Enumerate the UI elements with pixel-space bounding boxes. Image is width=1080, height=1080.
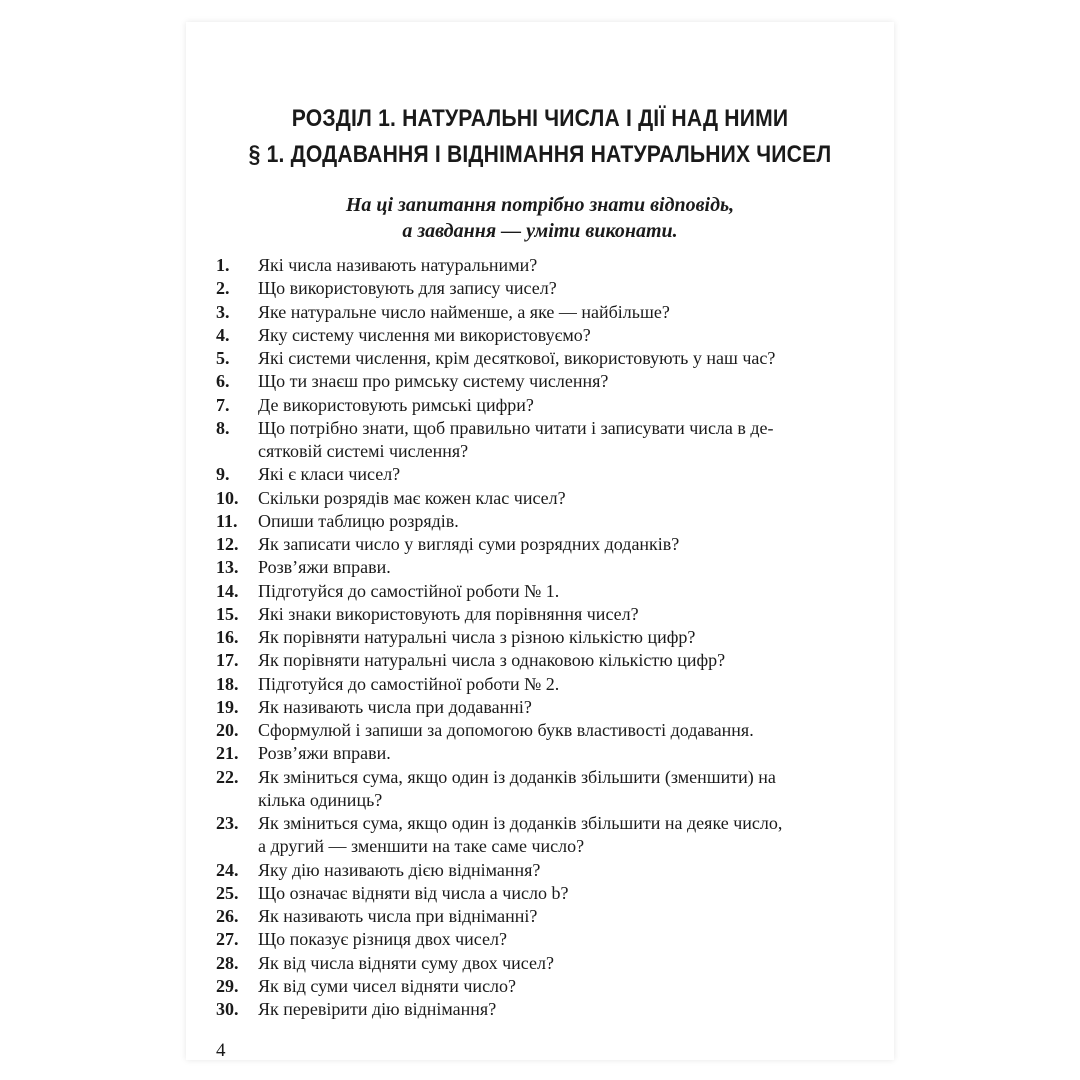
question-item [216, 324, 866, 347]
question-text-line: Що потрібно знати, щоб правильно читати і записувати числа в де- [258, 417, 774, 438]
intro-line-1: На ці запитання потрібно знати відповідь, [345, 194, 735, 216]
question-text-line: Яке натуральне число найменше, а яке — найбільше? [258, 301, 670, 322]
book-page [186, 22, 894, 1060]
question-number: 22. [216, 766, 239, 787]
question-text-line: сятковій системі числення? [258, 441, 469, 461]
question-number: 4. [216, 324, 230, 345]
question-number: 1. [216, 255, 230, 275]
question-text-line: кілька одиниць? [258, 789, 383, 810]
question-number: 24. [216, 859, 239, 880]
question-number: 10. [216, 487, 239, 508]
question-text-line: Що означає відняти від числа a число b? [258, 882, 569, 903]
question-text-line: Які знаки використовують для порівняння чисел? [258, 603, 639, 624]
question-text-line: Які числа називають натуральними? [258, 255, 538, 275]
question-number: 13. [216, 557, 239, 578]
question-number: 16. [216, 627, 239, 647]
intro-line-2: а завдання — уміти виконати. [402, 220, 678, 242]
question-number: 18. [216, 673, 239, 694]
question-text-line: Як перевірити дію віднімання? [258, 999, 497, 1019]
question-item [216, 742, 866, 765]
question-number: 30. [216, 999, 239, 1019]
question-item [216, 347, 866, 370]
question-number: 17. [216, 650, 239, 671]
question-item [216, 533, 866, 556]
question-number: 3. [216, 301, 230, 322]
question-text-line: Як називають числа при додаванні? [258, 696, 532, 717]
question-number: 5. [216, 348, 230, 368]
question-item [216, 928, 866, 951]
question-number: 8. [216, 417, 230, 438]
question-item [216, 696, 866, 719]
question-number: 15. [216, 603, 239, 624]
question-text-line: Як від числа відняти суму двох чисел? [258, 952, 554, 973]
question-number: 19. [216, 696, 239, 717]
question-item [216, 580, 866, 603]
question-item [216, 649, 866, 672]
question-text-line: Як порівняти натуральні числа з однаковою кількістю цифр? [258, 650, 726, 671]
question-item [216, 673, 866, 696]
question-item [216, 859, 866, 882]
question-text-line: Що використовують для запису чисел? [258, 278, 557, 299]
question-text-line: Підготуйся до самостійної роботи № 1. [258, 580, 560, 601]
question-item [216, 463, 866, 486]
question-text-line: Які є класи чисел? [258, 464, 401, 485]
question-text-line: Скільки розрядів має кожен клас чисел? [258, 487, 566, 508]
question-item [216, 556, 866, 579]
question-text-line: Що показує різниця двох чисел? [258, 929, 507, 950]
question-number: 21. [216, 743, 239, 764]
question-number: 12. [216, 534, 239, 554]
question-number: 11. [216, 510, 238, 531]
question-item [216, 905, 866, 928]
question-item [216, 882, 866, 905]
question-text-line: Яку дію називають дією віднімання? [258, 859, 541, 880]
question-number: 9. [216, 464, 230, 485]
question-item [216, 301, 866, 324]
question-text-line: Як порівняти натуральні числа з різною кількістю цифр? [258, 627, 696, 647]
paragraph-title: § 1. ДОДАВАННЯ І ВІДНІМАННЯ НАТУРАЛЬНИХ ЧИСЕЛ [248, 141, 832, 168]
question-text-line: Розв’яжи вправи. [258, 557, 391, 578]
question-item [216, 370, 866, 393]
question-text-line: Як зміниться сума, якщо один із доданків збільшити (зменшити) на [258, 766, 776, 787]
question-number: 29. [216, 975, 239, 996]
question-item [216, 952, 866, 975]
question-text-line: Які системи числення, крім десяткової, використовують у наш час? [258, 348, 776, 368]
question-item [216, 510, 866, 533]
question-number: 23. [216, 813, 239, 833]
question-item [216, 487, 866, 510]
question-text-line: Яку систему числення ми використовуємо? [258, 324, 591, 345]
page-number: 4 [216, 1040, 226, 1061]
question-item [216, 766, 866, 813]
question-item [216, 975, 866, 998]
question-number: 14. [216, 580, 239, 601]
question-number: 27. [216, 929, 239, 950]
question-number: 2. [216, 278, 230, 299]
question-text-line: Як від суми чисел відняти число? [258, 975, 517, 996]
question-item [216, 277, 866, 300]
question-text-line: Що ти знаєш про римську систему числення? [258, 371, 609, 392]
question-item [216, 719, 866, 742]
question-item [216, 417, 866, 464]
question-text-line: Як називають числа при відніманні? [258, 906, 538, 926]
question-number: 20. [216, 720, 239, 740]
question-text-line: а другий — зменшити на таке саме число? [258, 836, 585, 857]
question-item [216, 626, 866, 649]
question-item [216, 603, 866, 626]
question-item [216, 812, 866, 859]
question-number: 26. [216, 906, 239, 926]
question-number: 7. [216, 394, 230, 415]
question-text-line: Де використовують римські цифри? [258, 394, 534, 415]
question-number: 25. [216, 882, 239, 903]
question-text-line: Як зміниться сума, якщо один із доданків збільшити на деяке число, [258, 813, 783, 833]
question-item [216, 998, 866, 1021]
question-text-line: Як записати число у вигляді суми розрядних доданків? [258, 534, 680, 554]
question-text-line: Підготуйся до самостійної роботи № 2. [258, 673, 560, 694]
question-text-line: Сформулюй і запиши за допомогою букв властивості додавання. [258, 720, 754, 740]
question-item [216, 394, 866, 417]
section-title: РОЗДІЛ 1. НАТУРАЛЬНІ ЧИСЛА І ДІЇ НАД НИМИ [291, 105, 789, 132]
question-text-line: Розв’яжи вправи. [258, 743, 391, 764]
question-number: 6. [216, 371, 230, 392]
question-text-line: Опиши таблицю розрядів. [258, 510, 459, 531]
question-item [216, 254, 866, 277]
question-number: 28. [216, 952, 239, 973]
questions-list [216, 254, 866, 1021]
